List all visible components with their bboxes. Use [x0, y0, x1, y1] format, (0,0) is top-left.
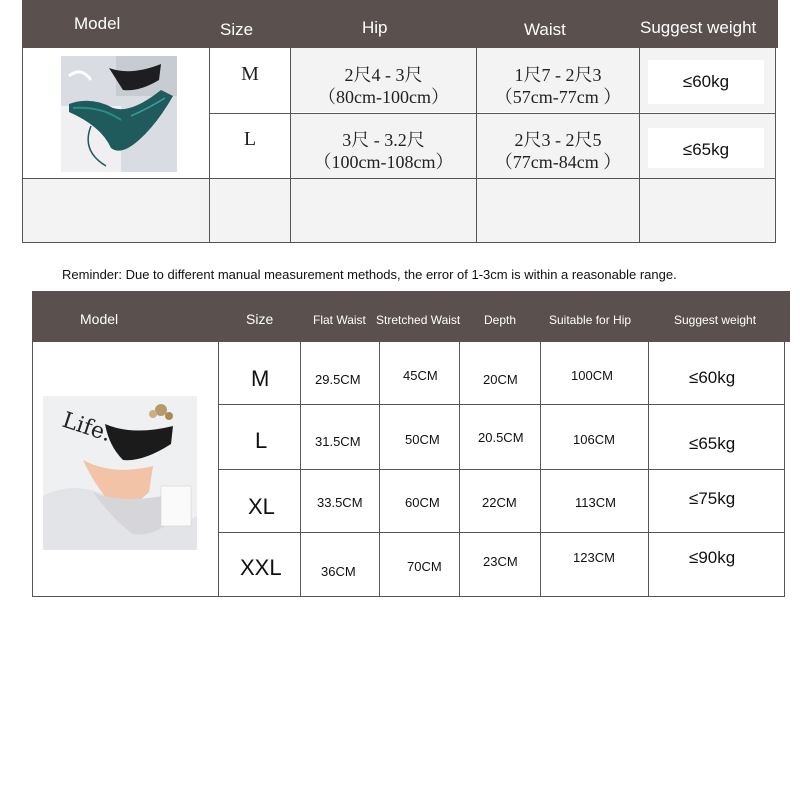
t2-size-xl: XL [248, 494, 275, 519]
t2-flat-l: 31.5CM [315, 434, 361, 449]
t2-flat-xl: 33.5CM [317, 495, 363, 510]
header-waist: Waist [524, 20, 566, 39]
header-suggest-weight: Suggest weight [640, 18, 757, 37]
table1-header-row [22, 0, 778, 48]
t2-weight-xxl: ≤90kg [689, 548, 736, 567]
t2-size-l: L [255, 428, 268, 453]
t2-depth-l: 20.5CM [478, 430, 524, 445]
header-hip: Hip [362, 18, 388, 37]
t2-stretched-l: 50CM [405, 432, 440, 447]
t2-depth-m: 20CM [483, 372, 518, 387]
measurement-reminder: Reminder: Due to different manual measurement methods, the error of 1-3cm is within a reasonable range. [62, 267, 677, 282]
header2-depth: Depth [484, 313, 517, 327]
weight-m: ≤60kg [648, 60, 764, 104]
header-model: Model [74, 14, 121, 33]
hip-l-chinese: 3尺 - 3.2尺 [342, 130, 425, 150]
size-m: M [241, 63, 259, 85]
header2-model: Model [80, 311, 119, 327]
waist-m-cm: （57cm-77cm ） [494, 87, 622, 107]
header2-size: Size [246, 311, 274, 327]
t2-size-m: M [251, 366, 270, 391]
t2-stretched-xl: 60CM [405, 495, 440, 510]
t2-hip-l: 106CM [573, 432, 615, 447]
t2-hip-m: 100CM [571, 368, 613, 383]
header2-flat-waist: Flat Waist [313, 313, 366, 327]
t2-depth-xl: 22CM [482, 495, 517, 510]
photo-life-text: Life. [59, 407, 115, 448]
t2-stretched-xxl: 70CM [407, 559, 442, 574]
waist-m-chinese: 1尺7 - 2尺3 [514, 65, 602, 85]
t2-size-xxl: XXL [240, 555, 282, 580]
hip-m-chinese: 2尺4 - 3尺 [344, 65, 423, 85]
hip-m-cm: （80cm-100cm） [318, 87, 449, 107]
header2-suggest-weight: Suggest weight [674, 313, 757, 327]
weight-l: ≤65kg [648, 128, 764, 168]
header-size: Size [220, 20, 254, 39]
t2-flat-m: 29.5CM [315, 372, 361, 387]
hip-l-cm: （100cm-108cm） [313, 152, 454, 172]
product-photo-1 [61, 56, 177, 172]
t2-weight-l: ≤65kg [689, 434, 736, 453]
table2-body [32, 342, 785, 597]
size-l: L [243, 128, 257, 150]
product-photo-2 [43, 396, 197, 550]
table1-body [22, 48, 776, 243]
header2-stretched-waist: Stretched Waist [376, 313, 461, 327]
t2-hip-xl: 113CM [575, 495, 616, 510]
t2-stretched-m: 45CM [403, 368, 438, 383]
t2-hip-xxl: 123CM [573, 550, 615, 565]
waist-l-chinese: 2尺3 - 2尺5 [514, 130, 602, 150]
t2-weight-m: ≤60kg [689, 368, 736, 387]
t2-weight-xl: ≤75kg [689, 489, 736, 508]
t2-flat-xxl: 36CM [321, 564, 356, 579]
t2-depth-xxl: 23CM [483, 554, 518, 569]
header2-suitable-hip: Suitable for Hip [549, 313, 632, 327]
table2-header-row [32, 291, 790, 342]
waist-l-cm: （77cm-84cm ） [494, 152, 622, 172]
